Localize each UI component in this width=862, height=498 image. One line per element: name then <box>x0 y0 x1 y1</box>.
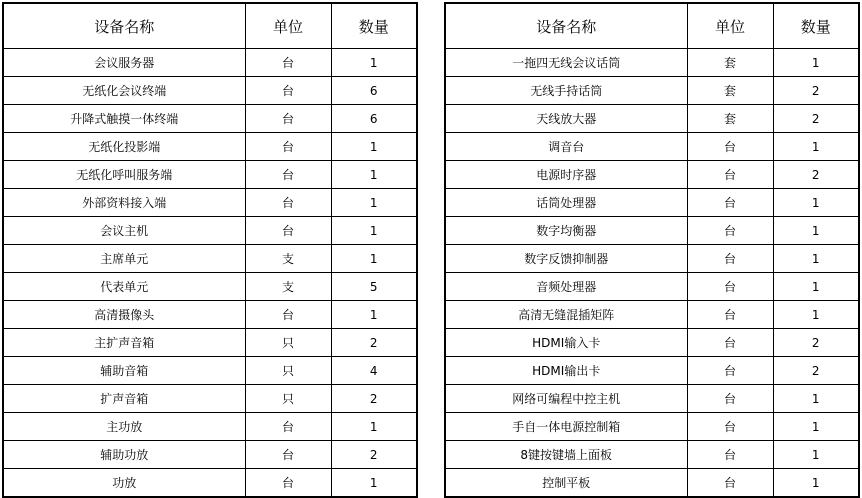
cell-unit: 只 <box>245 385 331 413</box>
table-row <box>3 385 417 413</box>
cell-quantity: 2 <box>773 105 859 133</box>
cell-unit: 台 <box>245 49 331 77</box>
table-header-row <box>445 3 859 49</box>
cell-device-name: HDMI输入卡 <box>445 329 687 357</box>
table-row <box>445 441 859 469</box>
cell-device-name: HDMI输出卡 <box>445 357 687 385</box>
cell-device-name: 数字均衡器 <box>445 217 687 245</box>
cell-quantity: 1 <box>773 301 859 329</box>
table-row <box>445 49 859 77</box>
cell-unit: 台 <box>687 469 773 498</box>
cell-unit: 台 <box>245 105 331 133</box>
cell-unit: 只 <box>245 357 331 385</box>
cell-quantity: 5 <box>331 273 417 301</box>
table-row <box>3 189 417 217</box>
cell-quantity: 1 <box>331 189 417 217</box>
cell-device-name: 主席单元 <box>3 245 245 273</box>
cell-device-name: 8键按键墙上面板 <box>445 441 687 469</box>
cell-device-name: 主扩声音箱 <box>3 329 245 357</box>
cell-quantity: 2 <box>331 441 417 469</box>
table-row <box>3 441 417 469</box>
table-row <box>445 189 859 217</box>
table-row <box>3 133 417 161</box>
table-row <box>3 217 417 245</box>
cell-quantity: 1 <box>773 469 859 498</box>
table-row <box>445 273 859 301</box>
cell-device-name: 控制平板 <box>445 469 687 498</box>
cell-unit: 台 <box>687 329 773 357</box>
header-quantity: 数量 <box>773 3 859 49</box>
cell-quantity: 1 <box>773 385 859 413</box>
cell-quantity: 1 <box>331 469 417 498</box>
cell-quantity: 1 <box>331 217 417 245</box>
cell-unit: 支 <box>245 245 331 273</box>
cell-unit: 支 <box>245 273 331 301</box>
table-body-right <box>445 49 859 498</box>
cell-device-name: 无纸化呼叫服务端 <box>3 161 245 189</box>
cell-quantity: 2 <box>773 357 859 385</box>
table-row <box>3 329 417 357</box>
cell-unit: 台 <box>687 245 773 273</box>
table-row <box>3 245 417 273</box>
cell-device-name: 会议主机 <box>3 217 245 245</box>
cell-quantity: 1 <box>773 217 859 245</box>
cell-unit: 台 <box>245 413 331 441</box>
cell-unit: 台 <box>245 133 331 161</box>
table-row <box>445 469 859 498</box>
header-quantity: 数量 <box>331 3 417 49</box>
cell-device-name: 音频处理器 <box>445 273 687 301</box>
cell-unit: 台 <box>245 161 331 189</box>
table-row <box>445 217 859 245</box>
cell-device-name: 升降式触摸一体终端 <box>3 105 245 133</box>
header-unit: 单位 <box>687 3 773 49</box>
cell-quantity: 1 <box>331 301 417 329</box>
header-device-name: 设备名称 <box>3 3 245 49</box>
cell-device-name: 高清摄像头 <box>3 301 245 329</box>
cell-unit: 台 <box>687 301 773 329</box>
cell-unit: 套 <box>687 77 773 105</box>
table-row <box>445 301 859 329</box>
header-device-name: 设备名称 <box>445 3 687 49</box>
cell-unit: 台 <box>687 189 773 217</box>
table-row <box>3 49 417 77</box>
cell-quantity: 1 <box>331 49 417 77</box>
cell-device-name: 外部资料接入端 <box>3 189 245 217</box>
cell-device-name: 话筒处理器 <box>445 189 687 217</box>
cell-device-name: 调音台 <box>445 133 687 161</box>
cell-unit: 只 <box>245 329 331 357</box>
cell-unit: 台 <box>687 357 773 385</box>
cell-quantity: 2 <box>773 329 859 357</box>
cell-quantity: 1 <box>773 133 859 161</box>
table-row <box>445 245 859 273</box>
table-row <box>3 105 417 133</box>
cell-unit: 台 <box>687 441 773 469</box>
cell-device-name: 辅助音箱 <box>3 357 245 385</box>
cell-device-name: 一拖四无线会议话筒 <box>445 49 687 77</box>
cell-quantity: 1 <box>331 133 417 161</box>
cell-device-name: 网络可编程中控主机 <box>445 385 687 413</box>
equipment-table-right <box>444 2 860 498</box>
table-row <box>445 385 859 413</box>
table-row <box>3 273 417 301</box>
cell-unit: 台 <box>687 413 773 441</box>
cell-device-name: 扩声音箱 <box>3 385 245 413</box>
cell-device-name: 电源时序器 <box>445 161 687 189</box>
cell-device-name: 高清无缝混插矩阵 <box>445 301 687 329</box>
table-header-row <box>3 3 417 49</box>
table-row <box>3 77 417 105</box>
cell-device-name: 辅助功放 <box>3 441 245 469</box>
cell-unit: 台 <box>687 273 773 301</box>
table-row <box>445 329 859 357</box>
table-row <box>3 161 417 189</box>
table-row <box>445 161 859 189</box>
equipment-table-left <box>2 2 418 498</box>
cell-unit: 台 <box>245 77 331 105</box>
cell-quantity: 6 <box>331 105 417 133</box>
cell-unit: 台 <box>245 217 331 245</box>
cell-unit: 台 <box>245 301 331 329</box>
cell-quantity: 2 <box>773 77 859 105</box>
cell-unit: 台 <box>245 189 331 217</box>
cell-unit: 台 <box>687 385 773 413</box>
cell-quantity: 1 <box>331 245 417 273</box>
cell-quantity: 2 <box>331 329 417 357</box>
cell-unit: 台 <box>245 469 331 498</box>
cell-device-name: 无纸化会议终端 <box>3 77 245 105</box>
table-row <box>3 301 417 329</box>
cell-device-name: 无纸化投影端 <box>3 133 245 161</box>
table-row <box>3 357 417 385</box>
cell-device-name: 数字反馈抑制器 <box>445 245 687 273</box>
cell-quantity: 1 <box>773 413 859 441</box>
cell-quantity: 2 <box>331 385 417 413</box>
cell-device-name: 会议服务器 <box>3 49 245 77</box>
cell-quantity: 1 <box>773 245 859 273</box>
cell-quantity: 1 <box>331 161 417 189</box>
cell-unit: 套 <box>687 49 773 77</box>
cell-quantity: 2 <box>773 161 859 189</box>
cell-device-name: 手自一体电源控制箱 <box>445 413 687 441</box>
header-unit: 单位 <box>245 3 331 49</box>
table-row <box>445 105 859 133</box>
cell-device-name: 主功放 <box>3 413 245 441</box>
table-body-left <box>3 49 417 498</box>
cell-unit: 台 <box>687 133 773 161</box>
table-row <box>445 413 859 441</box>
cell-unit: 台 <box>687 217 773 245</box>
cell-device-name: 无线手持话筒 <box>445 77 687 105</box>
cell-quantity: 1 <box>331 413 417 441</box>
table-row <box>3 413 417 441</box>
table-row <box>3 469 417 498</box>
cell-device-name: 天线放大器 <box>445 105 687 133</box>
cell-unit: 台 <box>245 441 331 469</box>
cell-device-name: 功放 <box>3 469 245 498</box>
table-row <box>445 357 859 385</box>
cell-unit: 台 <box>687 161 773 189</box>
cell-quantity: 1 <box>773 49 859 77</box>
cell-quantity: 1 <box>773 441 859 469</box>
cell-quantity: 1 <box>773 273 859 301</box>
cell-quantity: 6 <box>331 77 417 105</box>
cell-device-name: 代表单元 <box>3 273 245 301</box>
cell-quantity: 1 <box>773 189 859 217</box>
cell-unit: 套 <box>687 105 773 133</box>
cell-quantity: 4 <box>331 357 417 385</box>
table-row <box>445 133 859 161</box>
table-row <box>445 77 859 105</box>
